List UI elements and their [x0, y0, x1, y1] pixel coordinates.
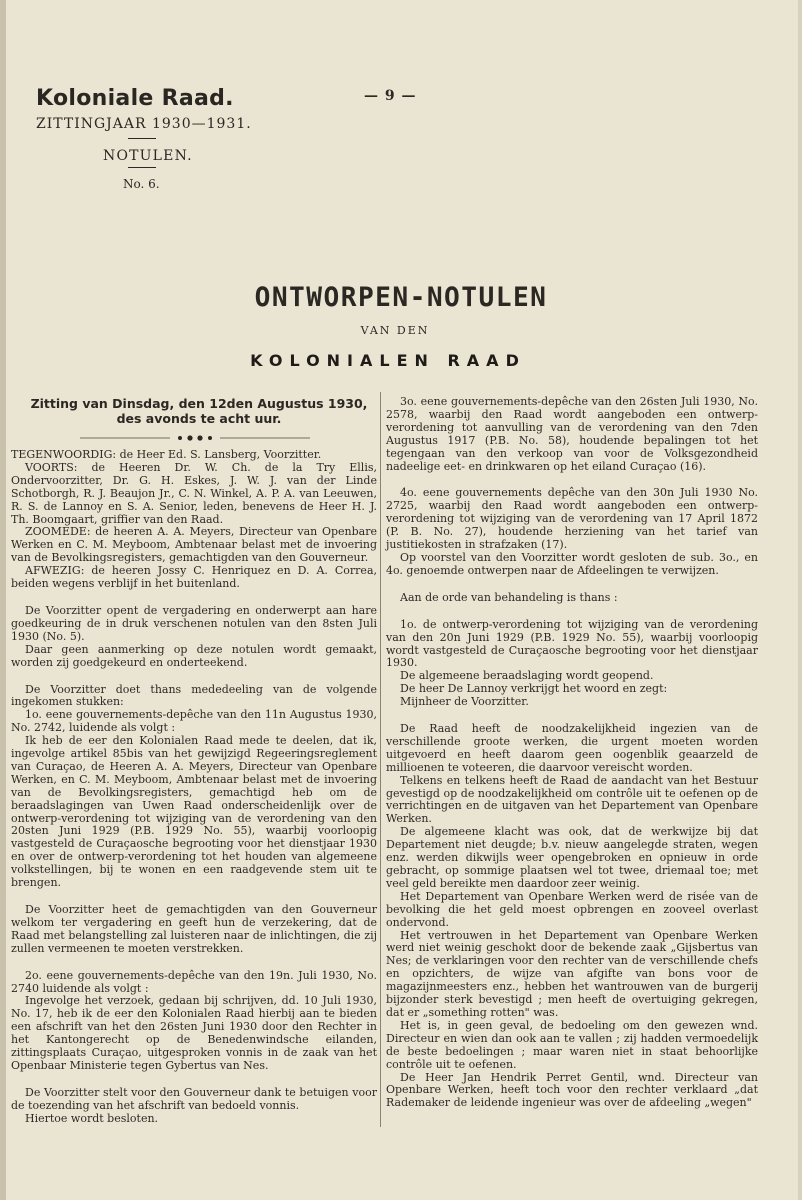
header-rule: [128, 138, 156, 139]
paragraph: De algemeene klacht was ook, dat de werkwijze bij dat Departement niet deugde; b.v. nieuw aangelegde straten, wegen enz. werden dikwijls weer opengebroken en opnieuw in orde gebracht, op sommige plaatsen wel tot twee, driemaal toe; met veel geld bereikte men daardoor zeer weinig.: [386, 825, 758, 890]
council-title: Koloniale Raad.: [36, 86, 234, 111]
paragraph: AFWEZIG: de heeren Jossy C. Henriquez en D. A. Correa, beiden wegens verblijf in het buitenland.: [11, 564, 377, 591]
paragraph: Daar geen aanmerking op deze notulen wordt gemaakt, worden zij goedgekeurd en onderteekend.: [11, 642, 377, 669]
scan-right-edge: [798, 0, 802, 1200]
paragraph: 1o. de ontwerp-verordening tot wijziging van de verordening van den 20n Juni 1929 (P.B. 1929 No. 55), waarbij voorloopig wordt vastgesteld de Curaçaosche begrooting voor het dienstjaar 1930.: [386, 617, 758, 670]
paragraph: ZOOMEDE: de heeren A. A. Meyers, Directeur van Openbare Werken en C. M. Meyboom, Ambtenaar belast met de invoering van de Bevolkingsregisters, gemachtigden van den Gouverneur.: [11, 525, 377, 565]
paragraph: Het Departement van Openbare Werken werd de risée van de bevolking die het geld moest opbrengen en zooveel overlast ondervond.: [386, 889, 758, 929]
scan-left-edge: [0, 0, 6, 1200]
paragraph: Hiertoe wordt besloten.: [25, 1111, 159, 1125]
paragraph: De Voorzitter doet thans mededeeling van de volgende ingekomen stukken:: [11, 682, 377, 709]
header-rule: [128, 167, 156, 168]
right-column: [386, 396, 758, 1110]
paragraph: De Voorzitter stelt voor den Gouverneur dank te betuigen voor de toezending van het afschrift van bedoeld vonnis.: [11, 1085, 377, 1112]
paragraph: Het is, in geen geval, de bedoeling om den gewezen wnd. Directeur en wien dan ook aan te vallen ; zij hadden vermoedelijk de beste bedoelingen ; maar waren niet in staat behoorlijke contrôle uit te oefenen.: [386, 1018, 758, 1071]
paragraph: De Voorzitter opent de vergadering en onderwerpt aan hare goedkeuring de in druk verschenen notulen van den 8sten Juli 1930 (No. 5).: [11, 603, 377, 643]
paragraph: 2o. eene gouvernements-depêche van den 19n. Juli 1930, No. 2740 luidende als volgt :: [11, 968, 377, 995]
paragraph: De Raad heeft de noodzakelijkheid ingezien van de verschillende groote werken, die urgent moeten worden uitgevoerd en heeft daarom geen oogenblik geaarzeld de millioenen te voteeren, die daarvoor vereischt worden.: [386, 722, 758, 774]
paragraph: Telkens en telkens heeft de Raad de aandacht van het Bestuur gevestigd op de noodzakelijkheid om contrôle uit te oefenen op de verrichtingen en de uitgaven van het Departement van Openbare Werken.: [386, 773, 758, 826]
paragraph: Aan de orde van behandeling is thans :: [400, 590, 618, 604]
session-year: ZITTINGJAAR 1930—1931.: [36, 116, 252, 132]
paragraph: Ingevolge het verzoek, gedaan bij schrijven, dd. 10 Juli 1930, No. 17, heb ik de eer den Kolonialen Raad hierbij aan te bieden een afschrift van het den 26sten Juni 1930 door den Rechter in het Kantongerecht op de Benedenwindsche eilanden, zittingsplaats Curaçao, uitgesproken vonnis in de zaak van het Openbaar Ministerie tegen Gybertus van Nes.: [11, 994, 377, 1072]
paragraph: 1o. eene gouvernements-depêche van den 11n Augustus 1930, No. 2742, luidende als volgt :: [11, 708, 377, 735]
paragraph: Het vertrouwen in het Departement van Openbare Werken werd niet weinig geschokt door de bekende zaak „Gijsbertus van Nes; de verklaringen voor den rechter van de verschillende chefs en opzichters, de wijze van afgifte van bons voor de magazijnmeesters enz., hebben het wantrouwen van de burgerij bijzonder sterk bevestigd ; men heeft de overtuiging gekregen, dat er „something rotten" was.: [386, 928, 758, 1019]
paragraph: Op voorstel van den Voorzitter wordt gesloten de sub. 3o., en 4o. genoemde ontwerpen naar de Afdeelingen te verwijzen.: [386, 550, 758, 577]
paragraph: TEGENWOORDIG: de Heer Ed. S. Lansberg, Voorzitter.: [11, 448, 322, 461]
paragraph: 3o. eene gouvernements-depêche van den 26sten Juli 1930, No. 2578, waarbij den Raad wordt aangeboden een ontwerp-verordening tot aanvulling van de verordening van den 7den Augustus 1917 (P.B. No. 58), houdende bepalingen tot het tegengaan van den verkoop van voor de Volksgezondheid nadeelige eet- en drinkwaren op het eiland Curaçao (16).: [386, 395, 758, 473]
left-column: [11, 449, 377, 1126]
paragraph: Mijnheer de Voorzitter.: [400, 695, 529, 709]
paragraph: De Voorzitter heet de gemachtigden van den Gouverneur welkom ter vergadering en geeft hun de verzekering, dat de Raad met belangstelling zal luisteren naar de inlichtingen, die zij zullen vermeenen te moeten verstrekken.: [11, 903, 377, 955]
title-van-den: VAN DEN: [360, 324, 430, 337]
paragraph: Ik heb de eer den Kolonialen Raad mede te deelen, dat ik, ingevolge artikel 85bis van het gewijzigd Regeeringsreglement van Curaçao, de Heeren A. A. Meyers, Directeur van Openbare Werken, en C. M. Meyboom, Ambtenaar belast met de invoering van de Bevolkingsregisters, gemachtigd heb om de beraadslagingen van Uwen Raad onderscheidenlijk over de ontwerp-verordening tot wijziging van de verordening van den 20sten Juni 1929 (P.B. 1929 No. 55), waarbij voorloopig vastgesteld de Curaçaosche begrooting voor het dienstjaar 1930 en over de ontwerp-verordening tot het houden van algemeene volkstellingen, bij te wonen en een raadgevende stem uit te brengen.: [11, 734, 377, 890]
main-title: ONTWORPEN-NOTULEN: [254, 282, 548, 313]
doc-type: NOTULEN.: [103, 148, 193, 164]
paragraph: 4o. eene gouvernements depêche van den 30n Juli 1930 No. 2725, waarbij den Raad wordt aangeboden een ontwerp-verordening tot wijziging van de verordening van 17 April 1872 (P. B. No. 27), houdende herziening van het tarief van justitiekosten in strafzaken (17).: [386, 486, 758, 552]
page-number: — 9 —: [364, 88, 417, 104]
paragraph: De Heer Jan Hendrik Perret Gentil, wnd. Directeur van Openbare Werken, heeft toch voor den rechter verklaard „dat Rademaker de leidende ingenieur was over de afdeeling „wegen": [386, 1070, 758, 1110]
paragraph: De heer De Lannoy verkrijgt het woord en zegt:: [400, 682, 668, 696]
ornament-divider: [80, 432, 310, 444]
issue-number: No. 6.: [123, 177, 160, 191]
column-divider: [380, 392, 381, 1127]
session-heading: Zitting van Dinsdag, den 12den Augustus 1930, des avonds te acht uur.: [30, 396, 368, 426]
paragraph: VOORTS: de Heeren Dr. W. Ch. de la Try Ellis, Ondervoorzitter, Dr. G. H. Eskes, J. W. J. van der Linde Schotborgh, R. J. Beaujon Jr., C. N. Winkel, A. P. A. van Leeuwen, R. S. de Lannoy en S. A. Senior, leden, benevens de Heer H. J. Th. Boomgaart, griffier van den Raad.: [11, 460, 377, 526]
paragraph: De algemeene beraadslaging wordt geopend.: [400, 669, 654, 683]
council-name-title: KOLONIALEN RAAD: [250, 351, 526, 370]
